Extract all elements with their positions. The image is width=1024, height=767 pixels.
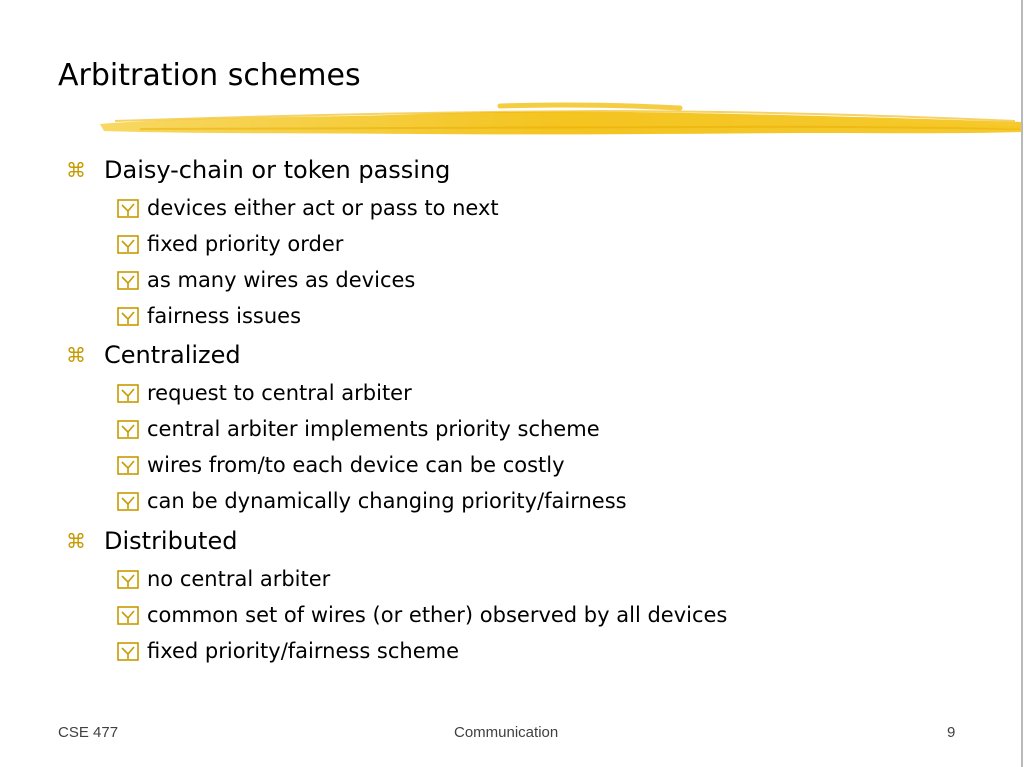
section-heading: Distributed	[104, 527, 238, 555]
command-key-icon: ⌘	[66, 158, 86, 182]
section-heading: Daisy-chain or token passing	[104, 156, 451, 184]
bullet-item-row	[117, 302, 301, 330]
checked-box-icon	[117, 420, 139, 439]
checked-box-icon	[117, 606, 139, 625]
checked-box-icon	[117, 642, 139, 661]
bullet-item-text: central arbiter implements priority scheme	[147, 417, 600, 441]
bullet-item-text: request to central arbiter	[147, 381, 412, 405]
checked-box-icon	[117, 570, 139, 589]
bullet-item-row	[117, 601, 727, 629]
footer-topic: Communication	[454, 724, 559, 741]
footer-course: CSE 477	[58, 724, 119, 741]
bullet-item-text: wires from/to each device can be costly	[147, 453, 565, 477]
bullet-item-text: fixed priority/fairness scheme	[147, 639, 460, 663]
bullet-item-row	[117, 487, 627, 515]
bullet-item-row	[117, 266, 415, 294]
checked-box-icon	[117, 235, 139, 254]
checked-box-icon	[117, 199, 139, 218]
checked-box-icon	[117, 271, 139, 290]
slide-edge-divider	[1021, 0, 1023, 767]
checked-box-icon	[117, 384, 139, 403]
section-heading: Centralized	[104, 341, 241, 369]
bullet-item-text: common set of wires (or ether) observed by all devices	[147, 603, 728, 627]
bullet-item-row	[117, 451, 565, 479]
checked-box-icon	[117, 456, 139, 475]
command-key-icon: ⌘	[66, 529, 86, 553]
bullet-item-row	[117, 194, 499, 222]
bullet-item-row	[117, 565, 330, 593]
bullet-item-row	[117, 379, 412, 407]
checked-box-icon	[117, 492, 139, 511]
bullet-item-text: can be dynamically changing priority/fairness	[147, 489, 627, 513]
bullet-item-row	[117, 415, 600, 443]
checked-box-icon	[117, 307, 139, 326]
bullet-item-text: fixed priority order	[147, 232, 344, 256]
page-number: 9	[947, 724, 956, 741]
bullet-item-text: fairness issues	[147, 304, 302, 328]
bullet-item-row	[117, 230, 343, 258]
bullet-item-row	[117, 637, 459, 665]
section-heading-row	[64, 154, 450, 186]
command-key-icon: ⌘	[66, 343, 86, 367]
slide-title: Arbitration schemes	[58, 58, 361, 93]
bullet-item-text: devices either act or pass to next	[147, 196, 499, 220]
section-heading-row	[64, 525, 237, 557]
section-heading-row	[64, 339, 241, 371]
bullet-item-text: no central arbiter	[147, 567, 331, 591]
bullet-item-text: as many wires as devices	[147, 268, 416, 292]
